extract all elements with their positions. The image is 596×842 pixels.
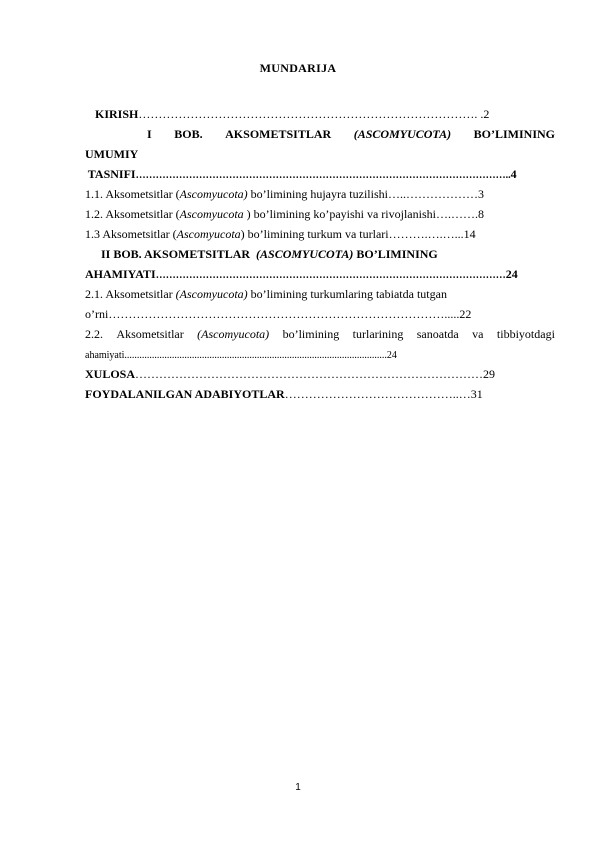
toc-entry-1-2[interactable] [85,204,555,224]
toc-word: va [472,327,484,341]
toc-word: tibbiyotdagi [496,327,555,341]
toc-entry-bob1-line2 [85,144,555,164]
toc-text-italic: Ascomyucota) [179,187,248,201]
toc-label: AHAMIYATI [85,267,156,281]
toc-word: 2.2. [85,327,103,341]
table-of-contents [85,104,555,404]
toc-text: 1.3 Aksometsitlar ( [85,227,177,241]
toc-text-italic: Ascomyucota [176,227,241,241]
toc-dots: ……………………………………..… [284,387,471,401]
toc-page: 31 [470,387,483,401]
toc-entry-foydalanilgan-adabiyotlar[interactable] [85,384,555,404]
toc-entry-2-2-line2[interactable] [85,344,555,364]
toc-label: UMUMIY [85,147,139,161]
toc-dots: ………………………………………………………………………………………………….. [135,170,511,181]
toc-label: TASNIFI [85,167,136,181]
toc-word: (ASCOMYUCOTA) [353,127,452,141]
toc-word: BO’LIMINING [473,127,555,141]
toc-entry-1-1[interactable] [85,184,555,204]
toc-text-italic: (Ascomyucota) [175,287,248,301]
toc-text: bo’limining hujayra tuzilishi…..………………3 [247,187,484,201]
page-title: MUNDARIJA [259,61,337,75]
toc-page: 29 [483,367,496,381]
toc-page: 24 [505,267,518,281]
toc-word: Aksometsitlar [116,327,184,341]
toc-dots: …………………………………………………………………………… [135,367,484,381]
toc-text: bo’limining turkumlaring tabiatda tutgan [247,287,447,301]
toc-text: ) bo’limining ko’payishi va rivojlanishi….…….8 [243,207,484,221]
toc-text-italic: Ascomyucota [179,207,244,221]
toc-dots: …………………………………………………………………………. [138,107,478,121]
toc-word: AKSOMETSITLAR [225,127,332,141]
toc-word: sanoatda [416,327,459,341]
toc-text: ) bo’limining turkum va turlari……….….…...14 [240,227,476,241]
toc-page: 4 [510,167,517,181]
toc-text: 2.1. Aksometsitlar [85,287,176,301]
toc-page: .2 [477,107,490,121]
toc-label: II BOB. AKSOMETSITLAR [101,247,257,261]
toc-label: KIRISH [95,107,139,121]
toc-entry-2-1-line2[interactable] [85,304,555,324]
toc-word: BOB. [174,127,203,141]
toc-label: BO’LIMINING [353,247,438,261]
toc-entry-bob1-line3[interactable] [85,164,555,184]
toc-text: 1.1. Aksometsitlar ( [85,187,180,201]
toc-entry-xulosa[interactable] [85,364,555,384]
toc-entry-bob2[interactable] [85,244,555,264]
toc-entry-bob2-line2[interactable] [85,264,555,284]
toc-label: FOYDALANILGAN ADABIYOTLAR [85,387,285,401]
toc-text: 1.2. Aksometsitlar ( [85,207,180,221]
toc-word: turlarining [352,327,404,341]
toc-entry-2-1[interactable] [85,284,555,304]
toc-label-italic: (ASCOMYUCOTA) [256,247,354,261]
toc-entry-kirish[interactable] [85,104,555,124]
toc-dots: …………………………………………………………………………………………… [155,270,506,281]
toc-word: bo’limining [282,327,340,341]
toc-entry-1-3[interactable] [85,224,555,244]
page-number: 1 [295,782,301,793]
toc-entry-bob1[interactable] [85,124,555,144]
toc-word: I [147,127,152,141]
toc-text: o’rni………………………………………………………………………….....22 [85,307,472,321]
toc-word: (Ascomyucota) [197,327,270,341]
toc-label: XULOSA [85,367,136,381]
toc-entry-2-2[interactable] [85,324,555,344]
toc-text: ahamiyati.........................................................................................................24 [85,350,397,361]
